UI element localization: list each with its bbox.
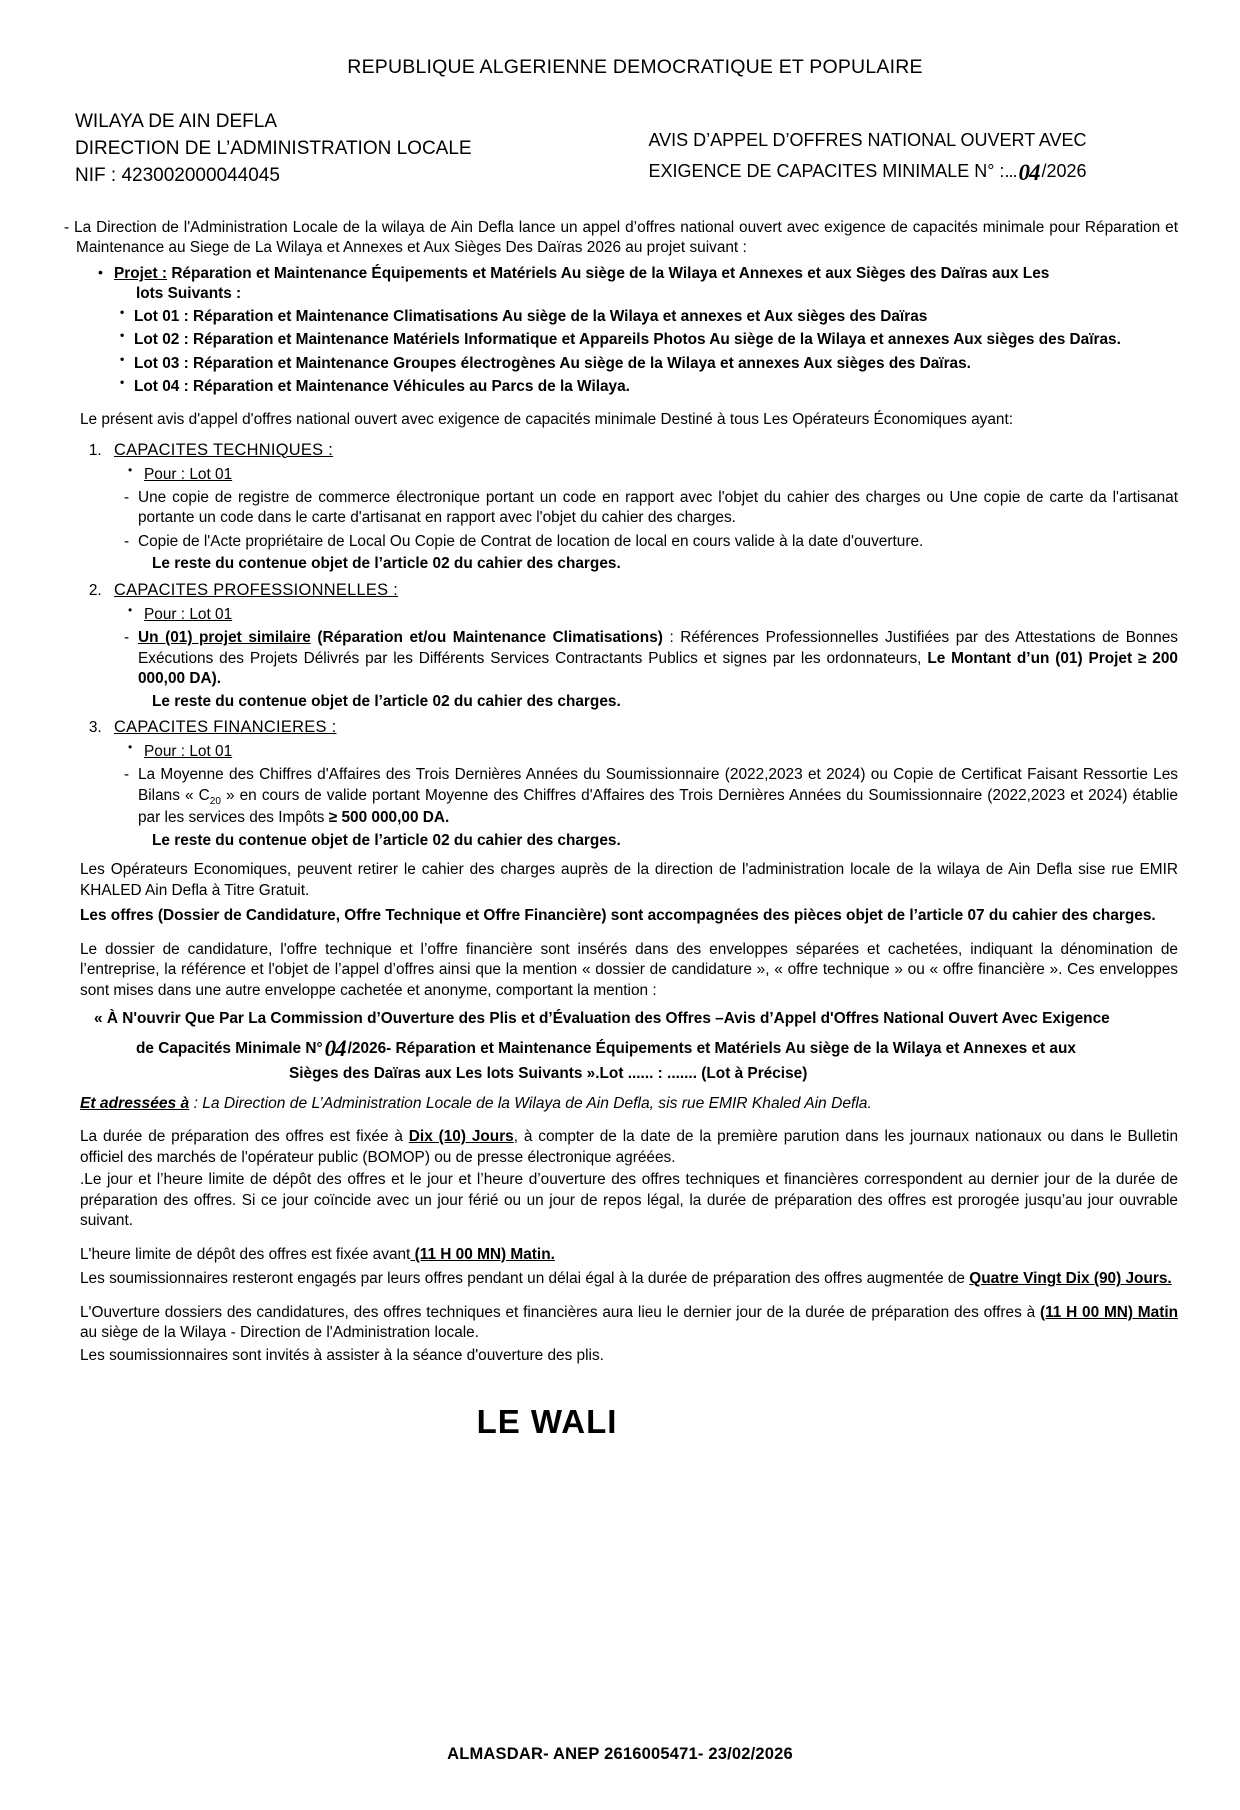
notice-year: /2026 bbox=[1041, 161, 1087, 182]
projet-similaire-detail: : Références Professionnelles Justifiées par des Attestations de Bonnes Exécutions des Projets Délivrés par les Différents Services Contractants Publics et signes par les ordonnateurs, bbox=[138, 629, 1178, 667]
section-capacites-financieres bbox=[106, 717, 1178, 851]
tender-notice-document bbox=[0, 56, 1240, 1810]
mention-line1: « À N'ouvrir Que Par La Commission d’Ouverture des Plis et d’Évaluation des Offres –Avis d’Appel d'Offres National Ouvert Avec Exigence bbox=[94, 1010, 1110, 1028]
mention-line3: Sièges des Daïras aux Les lots Suivants ».Lot ...... : ....... (Lot à Précise) bbox=[289, 1064, 808, 1082]
heure-limite-value: (11 H 00 MN) Matin. bbox=[410, 1245, 555, 1263]
section-title: CAPACITES FINANCIERES : bbox=[114, 718, 337, 737]
chiffre-affaires-part1: La Moyenne des Chiffres d'Affaires des Trois Dernières Années du Soumissionnaire (2022,2023 et 2024) ou Copie de Certificat Faisant Ressortie Les Bilans « C bbox=[138, 766, 1178, 804]
notice-number-prefix: EXIGENCE DE CAPACITES MINIMALE N° : bbox=[648, 161, 1005, 182]
reste-note: Le reste du contenue objet de l’article 02 du cahier des charges. bbox=[152, 692, 621, 710]
signature-le-wali: LE WALI bbox=[476, 1403, 618, 1441]
reste-note: Le reste du contenue objet de l’article 02 du cahier des charges. bbox=[152, 831, 621, 849]
list-item: • Lot 02 : Réparation et Maintenance Matériels Informatique et Appareils Photos Au siège de la Wilaya et annexes Aux sièges des Daïras. bbox=[118, 330, 1178, 350]
enveloppes-paragraph: Le dossier de candidature, l'offre technique et l’offre financière sont insérés dans des enveloppes séparées et cachetées, indiquant la dénomination de l’entreprise, la référence et l'objet de l’appel d’offres ainsi que la mention « dossier de candidature », « offre technique » ou « offre financière ». Ces enveloppes sont mises dans une autre enveloppe cachetée et anonyme, comportant la mention : bbox=[80, 940, 1178, 999]
present-avis-paragraph: Le présent avis d'appel d'offres national ouvert avec exigence de capacités minimale Destiné à tous Les Opérateurs Économiques ayant: bbox=[80, 411, 1013, 429]
direction-line: DIRECTION DE L’ADMINISTRATION LOCALE bbox=[75, 137, 472, 159]
list-item bbox=[122, 765, 1178, 851]
requirement-text: Copie de l'Acte propriétaire de Local Ou Copie de Contrat de location de local en cours valide à la date d'ouverture. bbox=[138, 532, 924, 550]
notice-title-line1: AVIS D’APPEL D’OFFRES NATIONAL OUVERT AVEC bbox=[648, 130, 1087, 150]
pour-list bbox=[114, 465, 1178, 485]
notice-title-line2 bbox=[555, 153, 1180, 186]
engagement-paragraph bbox=[66, 1269, 1178, 1289]
heure-limite-part1: L'heure limite de dépôt des offres est fixée avant bbox=[80, 1245, 411, 1263]
reste-note: Le reste du contenue objet de l’article 02 du cahier des charges. bbox=[152, 555, 621, 573]
ouverture-part1: L'Ouverture dossiers des candidatures, des offres techniques et financières aura lieu le dernier jour de la durée de préparation des offres à bbox=[80, 1303, 1040, 1321]
section-title: CAPACITES PROFESSIONNELLES : bbox=[114, 580, 399, 599]
duree-part2: , à compter de la date de la première parution dans les journaux nationaux ou dans le Bulletin officiel des marchés de l'opérateur public (BOMOP) ou de presse électronique agréées. bbox=[80, 1128, 1179, 1166]
notice-number-leader: ... bbox=[1004, 161, 1017, 182]
list-item bbox=[122, 628, 1178, 712]
jour-heure-paragraph: .Le jour et l’heure limite de dépôt des offres et le jour et l’heure d’ouverture des offres techniques et financières correspondent au dernier jour de la durée de préparation des offres. Si ce jour coïncide avec un jour férié ou un jour de repos légal, la durée de préparation des offres est prorogée jusqu’au jour ouvrable suivant. bbox=[80, 1171, 1178, 1230]
mention-line2-rest: /2026- Réparation et Maintenance Équipements et Matériels Au siège de la Wilaya et Annexes et aux bbox=[347, 1040, 1076, 1058]
pour-lot: • Pour : Lot 01 bbox=[128, 465, 1178, 485]
nif-line: NIF : 423002000044045 bbox=[75, 164, 280, 186]
projet-similaire-amount: Le Montant d’un (01) Projet ≥ 200 000,00 DA). bbox=[138, 649, 1178, 688]
requirements-list bbox=[114, 628, 1178, 712]
pour-lot-label: Pour : Lot 01 bbox=[144, 742, 233, 760]
list-item: • Lot 03 : Réparation et Maintenance Groupes électrogènes Au siège de la Wilaya et annexes Aux sièges des Daïras. bbox=[118, 354, 1178, 374]
ouverture-paragraph bbox=[66, 1303, 1178, 1344]
pour-lot bbox=[128, 605, 1178, 625]
adressees-text: : La Direction de L’Administration Locale de la Wilaya de Ain Defla, sis rue EMIR Khaled Ain Defla. bbox=[189, 1094, 872, 1112]
chiffre-affaires-part2: » en cours de valide portant Moyenne des Chiffres d'Affaires des Trois Dernières Années du Soumissionnaire (2022,2023 et 2024) établie par les services des Impôts bbox=[138, 786, 1178, 827]
list-item: - Une copie de registre de commerce électronique portant un code en rapport avec l'objet du cahier des charges ou Une copie de carte da l'artisanat portante un code dans le carte d'artisanat en rapport avec l'objet du cahier des charges. bbox=[122, 488, 1178, 529]
heure-limite-paragraph bbox=[66, 1245, 1178, 1265]
mention-block bbox=[66, 1008, 1178, 1084]
projet-similaire-label: Un (01) projet similaire bbox=[138, 629, 311, 647]
requirements-list bbox=[114, 488, 1178, 575]
engagement-part1: Les soumissionnaires resteront engagés par leurs offres pendant un délai égal à la durée de préparation des offres augmentée de bbox=[80, 1270, 970, 1288]
pour-list bbox=[114, 742, 1178, 762]
ouverture-part2: au siège de la Wilaya - Direction de l'Administration locale. bbox=[80, 1324, 480, 1342]
projet-similaire-scope: (Réparation et/ou Maintenance Climatisations) bbox=[317, 629, 663, 647]
duree-part1: La durée de préparation des offres est fixée à bbox=[80, 1128, 409, 1146]
offres-paragraph: Les offres (Dossier de Candidature, Offre Technique et Offre Financière) sont accompagnées des pièces objet de l’article 07 du cahier des charges. bbox=[80, 907, 1156, 925]
document-body bbox=[0, 190, 1240, 1444]
bilan-subscript: 20 bbox=[209, 796, 221, 808]
section-capacites-techniques bbox=[106, 440, 1178, 575]
ouverture-time: (11 H 00 MN) Matin bbox=[1039, 1303, 1178, 1321]
adressees-label: Et adressées à bbox=[80, 1094, 190, 1112]
duree-value: Dix (10) Jours bbox=[408, 1128, 514, 1146]
pour-lot bbox=[128, 742, 1178, 762]
pour-lot-label: Pour : Lot 01 bbox=[144, 605, 233, 623]
mention-number-handwritten: 04 bbox=[324, 1036, 346, 1062]
adressees-paragraph bbox=[66, 1094, 1178, 1115]
mention-line2 bbox=[94, 1030, 1178, 1063]
notice-title-block bbox=[555, 109, 1180, 186]
header-columns bbox=[0, 109, 1240, 190]
projet-label: Projet : bbox=[114, 264, 168, 282]
mention-number-prefix: de Capacités Minimale N° bbox=[136, 1040, 323, 1058]
lots-list bbox=[66, 307, 1178, 397]
projet-list bbox=[66, 264, 1178, 304]
section-capacites-professionnelles bbox=[106, 580, 1178, 712]
capacities-sections bbox=[66, 440, 1178, 852]
engagement-value: Quatre Vingt Dix (90) Jours. bbox=[969, 1270, 1172, 1288]
list-item: • Lot 01 : Réparation et Maintenance Climatisations Au siège de la Wilaya et annexes et Aux sièges des Daïras bbox=[118, 307, 1178, 327]
list-item: • Lot 04 : Réparation et Maintenance Véhicules au Parcs de la Wilaya. bbox=[118, 377, 1178, 397]
notice-number-handwritten: 04 bbox=[1018, 160, 1040, 186]
intro-paragraph: - La Direction de l'Administration Locale de la wilaya de Ain Defla lance un appel d’offres national ouvert avec exigence de capacités minimale pour Réparation et Maintenance au Siege de La Wilaya et Annexes et Aux Sièges Des Daïras 2026 au projet suivant : bbox=[64, 218, 1178, 257]
list-item bbox=[122, 532, 1178, 575]
issuing-authority-block bbox=[75, 109, 555, 190]
wilaya-line: WILAYA DE AIN DEFLA bbox=[75, 111, 278, 132]
projet-title-line1: Réparation et Maintenance Équipements et Matériels Au siège de la Wilaya et Annexes et aux Sièges des Daïras aux Les bbox=[171, 264, 1050, 282]
section-title: CAPACITES TECHNIQUES : bbox=[114, 440, 334, 459]
invites-paragraph: Les soumissionnaires sont invités à assister à la séance d'ouverture des plis. bbox=[80, 1346, 604, 1364]
projet-item bbox=[98, 264, 1178, 304]
projet-title-line2: lots Suivants : bbox=[136, 284, 242, 302]
republic-heading: REPUBLIQUE ALGERIENNE DEMOCRATIQUE ET POPULAIRE bbox=[347, 56, 923, 78]
footer-anep-reference: ALMASDAR- ANEP 2616005471- 23/02/2026 bbox=[447, 1745, 793, 1763]
chiffre-affaires-amount: ≥ 500 000,00 DA. bbox=[328, 809, 450, 827]
duree-paragraph bbox=[66, 1127, 1178, 1168]
requirements-list bbox=[114, 765, 1178, 851]
pour-list bbox=[114, 605, 1178, 625]
retrait-paragraph: Les Opérateurs Economiques, peuvent retirer le cahier des charges auprès de la direction de l'administration locale de la wilaya de Ain Defla sise rue EMIR KHALED Ain Defla à Titre Gratuit. bbox=[80, 861, 1178, 899]
